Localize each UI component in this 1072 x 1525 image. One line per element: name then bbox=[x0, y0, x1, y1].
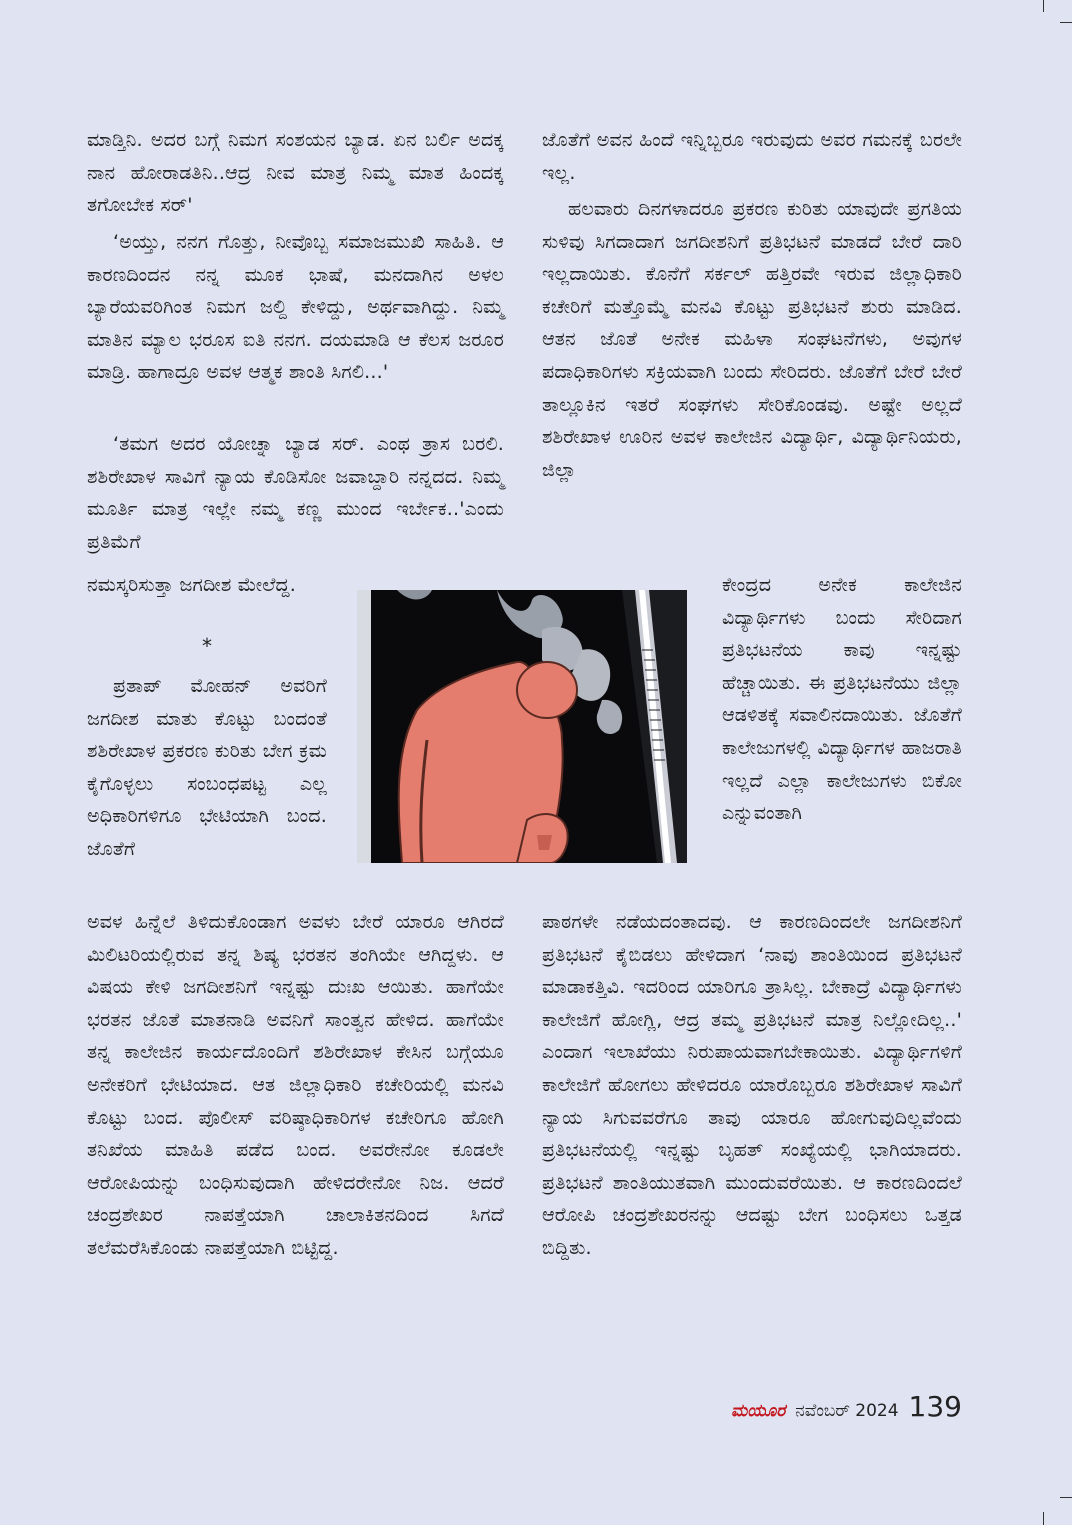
issue-date: ನವೆಂಬರ್ 2024 bbox=[795, 1401, 899, 1421]
right-paragraph-2-continued: ಕೇಂದ್ರದ ಅನೇಕ ಕಾಲೇಜಿನ ವಿದ್ಯಾರ್ಥಿಗಳು ಬಂದು ಸೇರಿದಾಗ ಪ್ರತಿಭಟನೆಯ ಕಾವು ಇನ್ನಷ್ಟು ಹೆಚ್ಚಾಯಿತು. ಈ ಪ್ರತಿಭಟನೆಯು ಜಿಲ್ಲಾ ಆಡಳಿತಕ್ಕೆ ಸವಾಲಿನದಾಯಿತು. ಜೊತೆಗೆ ಕಾಲೇಜುಗಳಲ್ಲಿ ವಿದ್ಯಾರ್ಥಿಗಳ ಹಾಜರಾತಿ ಇಲ್ಲದೆ ಎಲ್ಲಾ ಕಾಲೇಜುಗಳು ಬಿಕೋ ಎನ್ನುವಂತಾಗಿ bbox=[722, 574, 962, 825]
magazine-logo: ಮಯೂರ bbox=[731, 1401, 786, 1421]
crop-mark bbox=[1043, 1512, 1044, 1525]
left-paragraph-3: ‘ತಮಗ ಅದರ ಯೋಚ್ನಾ ಬ್ಯಾಡ ಸರ್. ಎಂಥ ತ್ರಾಸ ಬರಲಿ. ಶಶಿರೇಖಾಳ ಸಾವಿಗೆ ನ್ಯಾಯ ಕೊಡಿಸೋ ಜವಾಬ್ದಾರಿ ನನ್ನದದ. ನಿಮ್ಮ ಮೂರ್ತಿ ಮಾತ್ರ ಇಲ್ಲೇ ನಮ್ಮ ಕಣ್ಣ ಮುಂದ ಇರ್ಬೇಕ..'ಎಂದು ಪ್ರತಿಮೆಗೆ bbox=[87, 433, 504, 553]
crop-mark bbox=[1043, 0, 1044, 12]
right-paragraph-3: ಪಾಠಗಳೇ ನಡೆಯದಂತಾದವು. ಆ ಕಾರಣದಿಂದಲೇ ಜಗದೀಶನಿಗೆ ಪ್ರತಿಭಟನೆ ಕೈಬಿಡಲು ಹೇಳಿದಾಗ ‘ನಾವು ಶಾಂತಿಯಿಂದ ಪ್ರತಿಭಟನೆ ಮಾಡಾಕತ್ತಿವಿ. ಇದರಿಂದ ಯಾರಿಗೂ ತ್ರಾಸಿಲ್ಲ. ಬೇಕಾದ್ರೆ ವಿದ್ಯಾರ್ಥಿಗಳು ಕಾಲೇಜಿಗೆ ಹೋಗ್ಲಿ, ಆದ್ರ ತಮ್ಮ ಪ್ರತಿಭಟನೆ ಮಾತ್ರ ನಿಲ್ಲೋದಿಲ್ಲ..' ಎಂದಾಗ ಇಲಾಖೆಯು ನಿರುಪಾಯವಾಗಬೇಕಾಯಿತು. ವಿದ್ಯಾರ್ಥಿಗಳಿಗೆ ಕಾಲೇಜಿಗೆ ಹೋಗಲು ಹೇಳಿದರೂ ಯಾರೊಬ್ಬರೂ ಶಶಿರೇಖಾಳ ಸಾವಿಗೆ ನ್ಯಾಯ ಸಿಗುವವರೆಗೂ ತಾವು ಯಾರೂ ಹೋಗುವುದಿಲ್ಲವೆಂದು ಪ್ರತಿಭಟನೆಯಲ್ಲಿ ಇನ್ನಷ್ಟು ಬೃಹತ್ ಸಂಖ್ಯೆಯಲ್ಲಿ ಭಾಗಿಯಾದರು. ಪ್ರತಿಭಟನೆ ಶಾಂತಿಯುತವಾಗಿ ಮುಂದುವರೆಯಿತು. ಆ ಕಾರಣದಿಂದಲೆ ಆರೋಪಿ ಚಂದ್ರಶೇಖರನನ್ನು ಆದಷ್ಟು ಬೇಗ ಬಂಧಿಸಲು ಒತ್ತಡ ಬಿದ್ದಿತು. bbox=[542, 911, 962, 1259]
page-number: 139 bbox=[908, 1390, 962, 1423]
section-break-asterisk: * bbox=[202, 634, 212, 658]
crop-mark bbox=[1060, 22, 1072, 23]
left-paragraph-1: ಮಾಡ್ತಿನಿ. ಅದರ ಬಗ್ಗೆ ನಿಮಗ ಸಂಶಯನ ಬ್ಯಾಡ. ಏನ ಬರ್ಲಿ ಅದಕ್ಕ ನಾನ ಹೋರಾಡತಿನಿ..ಆದ್ರ ನೀವ ಮಾತ್ರ ನಿಮ್ಮ ಮಾತ ಹಿಂದಕ್ಕ ತಗೋಬೇಕ ಸರ್' bbox=[87, 129, 504, 217]
left-paragraph-4: ಪ್ರತಾಪ್ ಮೋಹನ್ ಅವರಿಗೆ ಜಗದೀಶ ಮಾತು ಕೊಟ್ಟು ಬಂದಂತೆ ಶಶಿರೇಖಾಳ ಪ್ರಕರಣ ಕುರಿತು ಬೇಗ ಕ್ರಮ ಕೈಗೊಳ್ಳಲು ಸಂಬಂಧಪಟ್ಟ ಎಲ್ಲ ಅಧಿಕಾರಿಗಳಿಗೂ ಭೇಟಿಯಾಗಿ ಬಂದ. ಜೊತೆಗೆ bbox=[87, 675, 327, 860]
right-paragraph-1: ಜೊತೆಗೆ ಅವನ ಹಿಂದೆ ಇನ್ನಿಬ್ಬರೂ ಇರುವುದು ಅವರ ಗಮನಕ್ಕೆ ಬರಲೇ ಇಲ್ಲ. bbox=[542, 129, 962, 184]
left-paragraph-3-continued: ನಮಸ್ಕರಿಸುತ್ತಾ ಜಗದೀಶ ಮೇಲೆದ್ದ. bbox=[87, 574, 296, 596]
right-paragraph-2: ಹಲವಾರು ದಿನಗಳಾದರೂ ಪ್ರಕರಣ ಕುರಿತು ಯಾವುದೇ ಪ್ರಗತಿಯ ಸುಳಿವು ಸಿಗದಾದಾಗ ಜಗದೀಶನಿಗೆ ಪ್ರತಿಭಟನೆ ಮಾಡದೆ ಬೇರೆ ದಾರಿ ಇಲ್ಲದಾಯಿತು. ಕೊನೆಗೆ ಸರ್ಕಲ್ ಹತ್ತಿರವೇ ಇರುವ ಜಿಲ್ಲಾಧಿಕಾರಿ ಕಚೇರಿಗೆ ಮತ್ತೊಮ್ಮೆ ಮನವಿ ಕೊಟ್ಟು ಪ್ರತಿಭಟನೆ ಶುರು ಮಾಡಿದ. ಆತನ ಜೊತೆ ಅನೇಕ ಮಹಿಳಾ ಸಂಘಟನೆಗಳು, ಅವುಗಳ ಪದಾಧಿಕಾರಿಗಳು ಸಕ್ರಿಯವಾಗಿ ಬಂದು ಸೇರಿದರು. ಜೊತೆಗೆ ಬೇರೆ ಬೇರೆ ತಾಲ್ಲೂಕಿನ ಇತರೆ ಸಂಘಗಳು ಸೇರಿಕೊಂಡವು. ಅಷ್ಟೇ ಅಲ್ಲದೆ ಶಶಿರೇಖಾಳ ಊರಿನ ಅವಳ ಕಾಲೇಜಿನ ವಿದ್ಯಾರ್ಥಿ, ವಿದ್ಯಾರ್ಥಿನಿಯರು, ಜಿಲ್ಲಾ bbox=[542, 198, 962, 481]
page-footer bbox=[731, 1390, 962, 1423]
story-illustration bbox=[357, 590, 687, 863]
left-paragraph-5: ಅವಳ ಹಿನ್ನೆಲೆ ತಿಳಿದುಕೊಂಡಾಗ ಅವಳು ಬೇರೆ ಯಾರೂ ಆಗಿರದೆ ಮಿಲಿಟರಿಯಲ್ಲಿರುವ ತನ್ನ ಶಿಷ್ಯ ಭರತನ ತಂಗಿಯೇ ಆಗಿದ್ದಳು. ಆ ವಿಷಯ ಕೇಳಿ ಜಗದೀಶನಿಗೆ ಇನ್ನಷ್ಟು ದುಃಖ ಆಯಿತು. ಹಾಗೆಯೇ ಭರತನ ಜೊತೆ ಮಾತನಾಡಿ ಅವನಿಗೆ ಸಾಂತ್ವನ ಹೇಳಿದ. ಹಾಗೆಯೇ ತನ್ನ ಕಾಲೇಜಿನ ಕಾರ್ಯದೊಂದಿಗೆ ಶಶಿರೇಖಾಳ ಕೇಸಿನ ಬಗ್ಗೆಯೂ ಅನೇಕರಿಗೆ ಭೇಟಿಯಾದ. ಆತ ಜಿಲ್ಲಾಧಿಕಾರಿ ಕಚೇರಿಯಲ್ಲಿ ಮನವಿ ಕೊಟ್ಟು ಬಂದ. ಪೊಲೀಸ್ ವರಿಷ್ಠಾಧಿಕಾರಿಗಳ ಕಚೇರಿಗೂ ಹೋಗಿ ತನಿಖೆಯ ಮಾಹಿತಿ ಪಡೆದ ಬಂದ. ಅವರೇನೋ ಕೂಡಲೇ ಆರೋಪಿಯನ್ನು ಬಂಧಿಸುವುದಾಗಿ ಹೇಳಿದರೇನೋ ನಿಜ. ಆದರೆ ಚಂದ್ರಶೇಖರ ನಾಪತ್ತೆಯಾಗಿ ಚಾಲಾಕಿತನದಿಂದ ಸಿಗದೆ ತಲೆಮರೆಸಿಕೊಂಡು ನಾಪತ್ತೆಯಾಗಿ ಬಿಟ್ಟಿದ್ದ. bbox=[87, 911, 504, 1259]
left-paragraph-2: ‘ಅಯ್ತು, ನನಗ ಗೊತ್ತು, ನೀವೊಬ್ಬ ಸಮಾಜಮುಖಿ ಸಾಹಿತಿ. ಆ ಕಾರಣದಿಂದನ ನನ್ನ ಮೂಕ ಭಾಷೆ, ಮನದಾಗಿನ ಅಳಲ ಬ್ಯಾರೆಯವರಿಗಿಂತ ನಿಮಗ ಜಲ್ದಿ ಕೇಳಿದ್ದು, ಅರ್ಥವಾಗಿದ್ದು. ನಿಮ್ಮ ಮಾತಿನ ಮ್ಯಾಲ ಭರೂಸ ಐತಿ ನನಗ. ದಯಮಾಡಿ ಆ ಕೆಲಸ ಜರೂರ ಮಾಡ್ರಿ. ಹಾಗಾದ್ರೂ ಅವಳ ಆತ್ಮಕ ಶಾಂತಿ ಸಿಗಲಿ...' bbox=[87, 231, 504, 384]
crop-mark bbox=[1060, 1497, 1072, 1498]
